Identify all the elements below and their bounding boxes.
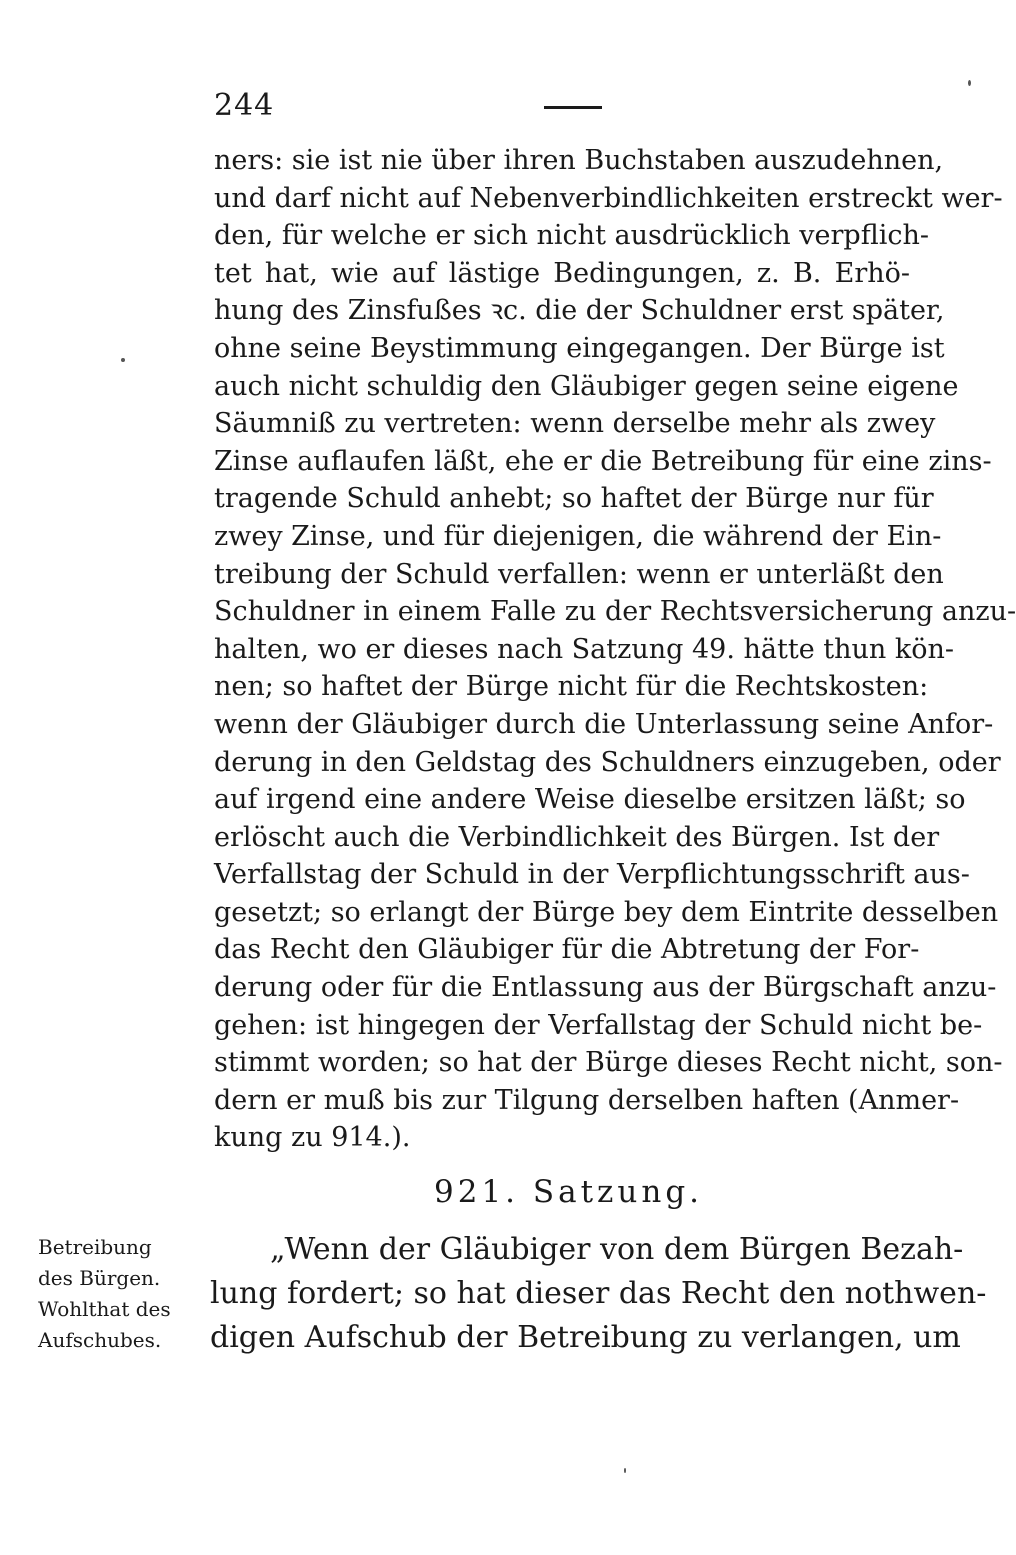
- marginal-note-line: Wohlthat des: [38, 1297, 171, 1321]
- text-line: kung zu 914.).: [214, 1122, 411, 1154]
- marginal-note: [38, 1232, 198, 1356]
- text-line: erlöscht auch die Verbindlichkeit des Bürgen. Ist der: [214, 821, 940, 853]
- article-line: „Wenn der Gläubiger von dem Bürgen Bezah-: [270, 1232, 964, 1267]
- text-line: hung des Zinsfußes ꝛc. die der Schuldner erst später,: [214, 295, 945, 327]
- text-line: wenn der Gläubiger durch die Unterlassung seine Anfor-: [214, 708, 994, 740]
- text-line: den, für welche er sich nicht ausdrücklich verpflich-: [214, 220, 929, 252]
- text-line: ohne seine Beystimmung eingegangen. Der Bürge ist: [214, 332, 945, 364]
- marginal-note-line: Aufschubes.: [38, 1328, 162, 1352]
- text-line: gesetzt; so erlangt der Bürge bey dem Eintrite desselben: [214, 896, 999, 928]
- text-line: Verfallstag der Schuld in der Verpflichtungsschrift aus-: [214, 859, 970, 891]
- text-line: Schuldner in einem Falle zu der Rechtsversicherung anzu-: [214, 596, 1016, 628]
- paper-speck: [968, 80, 971, 86]
- text-line: und darf nicht auf Nebenverbindlichkeiten erstreckt wer-: [214, 182, 1003, 214]
- text-line: tet hat, wie auf lästige Bedingungen, z. B. Erhö-: [214, 257, 910, 289]
- text-line: treibung der Schuld verfallen: wenn er unterläßt den: [214, 558, 944, 590]
- text-line: Säumniß zu vertreten: wenn derselbe mehr als zwey: [214, 408, 936, 440]
- text-line: ners: sie ist nie über ihren Buchstaben auszudehnen,: [214, 145, 944, 176]
- text-line: nen; so haftet der Bürge nicht für die Rechtskosten:: [214, 671, 929, 703]
- text-line: zwey Zinse, und für diejenigen, die während der Ein-: [214, 520, 942, 552]
- text-line: auf irgend eine andere Weise dieselbe ersitzen läßt; so: [214, 784, 966, 816]
- text-line: Zinse auflaufen läßt, ehe er die Betreibung für eine zins-: [214, 445, 992, 477]
- text-line: derung in den Geldstag des Schuldners einzugeben, oder: [214, 746, 1001, 778]
- marginal-note-line: des Bürgen.: [38, 1266, 161, 1290]
- text-line: derung oder für die Entlassung aus der Bürgschaft anzu-: [214, 972, 997, 1004]
- page-header: [214, 88, 914, 128]
- text-line: stimmt worden; so hat der Bürge dieses Recht nicht, son-: [214, 1047, 1003, 1079]
- text-line: dern er muß bis zur Tilgung derselben haften (Anmer-: [214, 1084, 960, 1116]
- body-text: [214, 142, 1016, 1157]
- page-number: 244: [214, 88, 275, 123]
- article-line: lung fordert; so hat dieser das Recht den nothwen-: [210, 1276, 987, 1311]
- text-line: tragende Schuld anhebt; so haftet der Bürge nur für: [214, 483, 934, 515]
- text-line: auch nicht schuldig den Gläubiger gegen seine eigene: [214, 370, 959, 402]
- section-heading: 921. Satzung.: [434, 1174, 704, 1210]
- article-text: [210, 1228, 987, 1360]
- header-rule: [544, 106, 602, 109]
- article-line: digen Aufschub der Betreibung zu verlangen, um: [210, 1320, 961, 1355]
- paper-speck: [121, 358, 125, 362]
- text-line: gehen: ist hingegen der Verfallstag der Schuld nicht be-: [214, 1009, 983, 1041]
- text-line: das Recht den Gläubiger für die Abtretung der For-: [214, 934, 920, 966]
- paper-speck: [624, 1468, 626, 1473]
- text-line: halten, wo er dieses nach Satzung 49. hätte thun kön-: [214, 633, 954, 665]
- marginal-note-line: Betreibung: [38, 1235, 152, 1259]
